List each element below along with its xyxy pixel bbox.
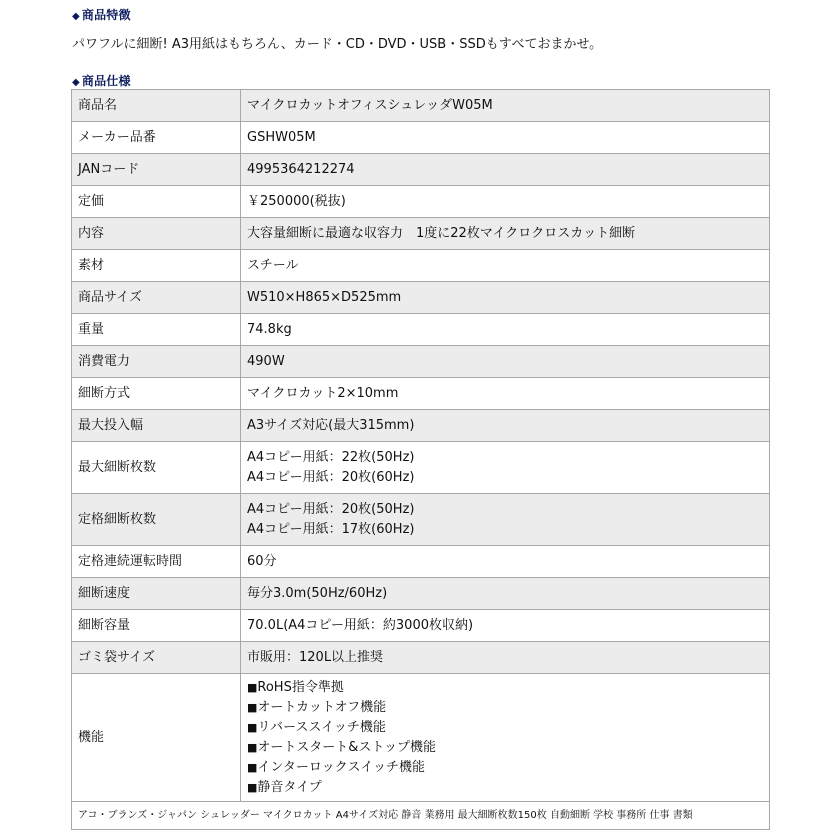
square-bullet-icon: ■: [247, 700, 258, 714]
spec-value-line: A4コピー用紙：20枚(60Hz): [247, 469, 415, 485]
spec-value: 70.0L(A4コピー用紙：約3000枚収納): [241, 610, 770, 642]
list-item: [247, 718, 763, 738]
spec-value: 4995364212274: [241, 154, 770, 186]
spec-value: [241, 674, 770, 802]
table-row: [72, 642, 770, 674]
list-item: [247, 678, 763, 698]
spec-label: 最大細断枚数: [72, 442, 241, 494]
square-bullet-icon: ■: [247, 780, 258, 794]
table-row: [72, 314, 770, 346]
spec-label: JANコード: [72, 154, 241, 186]
spec-value-line: A4コピー用紙：22枚(50Hz): [247, 449, 415, 465]
table-row: [72, 378, 770, 410]
features-description: パワフルに細断! A3用紙はもちろん、カード・CD・DVD・USB・SSDもすべておまかせ。: [72, 37, 603, 52]
spec-value-line: A4コピー用紙：17枚(60Hz): [247, 521, 415, 537]
spec-value: W510×H865×D525mm: [241, 282, 770, 314]
spec-label: 定格細断枚数: [72, 494, 241, 546]
spec-value: [241, 494, 770, 546]
square-bullet-icon: ■: [247, 720, 258, 734]
list-item: [247, 778, 763, 798]
feature-text: オートスタート&ストップ機能: [257, 739, 437, 755]
feature-text: オートカットオフ機能: [257, 699, 387, 715]
table-row: [72, 154, 770, 186]
specs-heading: [72, 72, 131, 89]
spec-label: 素材: [72, 250, 241, 282]
keyword-footer: アコ・ブランズ・ジャパン シュレッダー マイクロカット A4サイズ対応 静音 業務用 最大細断枚数150枚 自動細断 学校 事務所 仕事 書類: [72, 802, 770, 830]
spec-value: A3サイズ対応(最大315mm): [241, 410, 770, 442]
table-row: [72, 610, 770, 642]
table-row: [72, 674, 770, 802]
table-row: [72, 90, 770, 122]
spec-value: GSHW05M: [241, 122, 770, 154]
table-row: [72, 494, 770, 546]
spec-value: 490W: [241, 346, 770, 378]
spec-label: 消費電力: [72, 346, 241, 378]
diamond-bullet-icon: ◆: [72, 11, 80, 22]
spec-label: 最大投入幅: [72, 410, 241, 442]
feature-text: 静音タイプ: [257, 779, 322, 795]
spec-label: ゴミ袋サイズ: [72, 642, 241, 674]
spec-label: 内容: [72, 218, 241, 250]
spec-table: [71, 89, 770, 830]
spec-value: 74.8kg: [241, 314, 770, 346]
spec-label: 定格連続運転時間: [72, 546, 241, 578]
spec-value: [241, 442, 770, 494]
list-item: [247, 698, 763, 718]
table-row: [72, 218, 770, 250]
feature-list: [247, 678, 763, 798]
spec-value: 毎分3.0m(50Hz/60Hz): [241, 578, 770, 610]
table-row: [72, 442, 770, 494]
square-bullet-icon: ■: [247, 760, 258, 774]
spec-label: 細断容量: [72, 610, 241, 642]
spec-value: マイクロカット2×10mm: [241, 378, 770, 410]
table-row: [72, 802, 770, 830]
spec-value: 60分: [241, 546, 770, 578]
spec-label: 定価: [72, 186, 241, 218]
table-row: [72, 410, 770, 442]
features-heading: [72, 6, 131, 23]
list-item: [247, 758, 763, 778]
spec-label: 細断速度: [72, 578, 241, 610]
table-row: [72, 578, 770, 610]
table-row: [72, 122, 770, 154]
spec-value-line: A4コピー用紙：20枚(50Hz): [247, 501, 415, 517]
spec-label: 重量: [72, 314, 241, 346]
spec-value: 大容量細断に最適な収容力 1度に22枚マイクロクロスカット細断: [241, 218, 770, 250]
spec-label: 商品名: [72, 90, 241, 122]
table-row: [72, 250, 770, 282]
spec-value: ￥250000(税抜): [241, 186, 770, 218]
feature-text: リバーススイッチ機能: [257, 719, 386, 735]
spec-value: 市販用：120L以上推奨: [241, 642, 770, 674]
table-row: [72, 186, 770, 218]
list-item: [247, 738, 763, 758]
features-heading-text: 商品特徴: [81, 8, 131, 22]
spec-value: マイクロカットオフィスシュレッダW05M: [241, 90, 770, 122]
table-row: [72, 282, 770, 314]
feature-text: インターロックスイッチ機能: [257, 759, 425, 775]
spec-value: スチール: [241, 250, 770, 282]
spec-label: メーカー品番: [72, 122, 241, 154]
spec-label: 商品サイズ: [72, 282, 241, 314]
square-bullet-icon: ■: [247, 680, 258, 694]
square-bullet-icon: ■: [247, 740, 258, 754]
feature-text: RoHS指令準拠: [257, 679, 344, 695]
table-row: [72, 346, 770, 378]
diamond-bullet-icon: ◆: [72, 77, 80, 88]
spec-label: 機能: [72, 674, 241, 802]
table-row: [72, 546, 770, 578]
specs-heading-text: 商品仕様: [81, 74, 131, 88]
spec-label: 細断方式: [72, 378, 241, 410]
